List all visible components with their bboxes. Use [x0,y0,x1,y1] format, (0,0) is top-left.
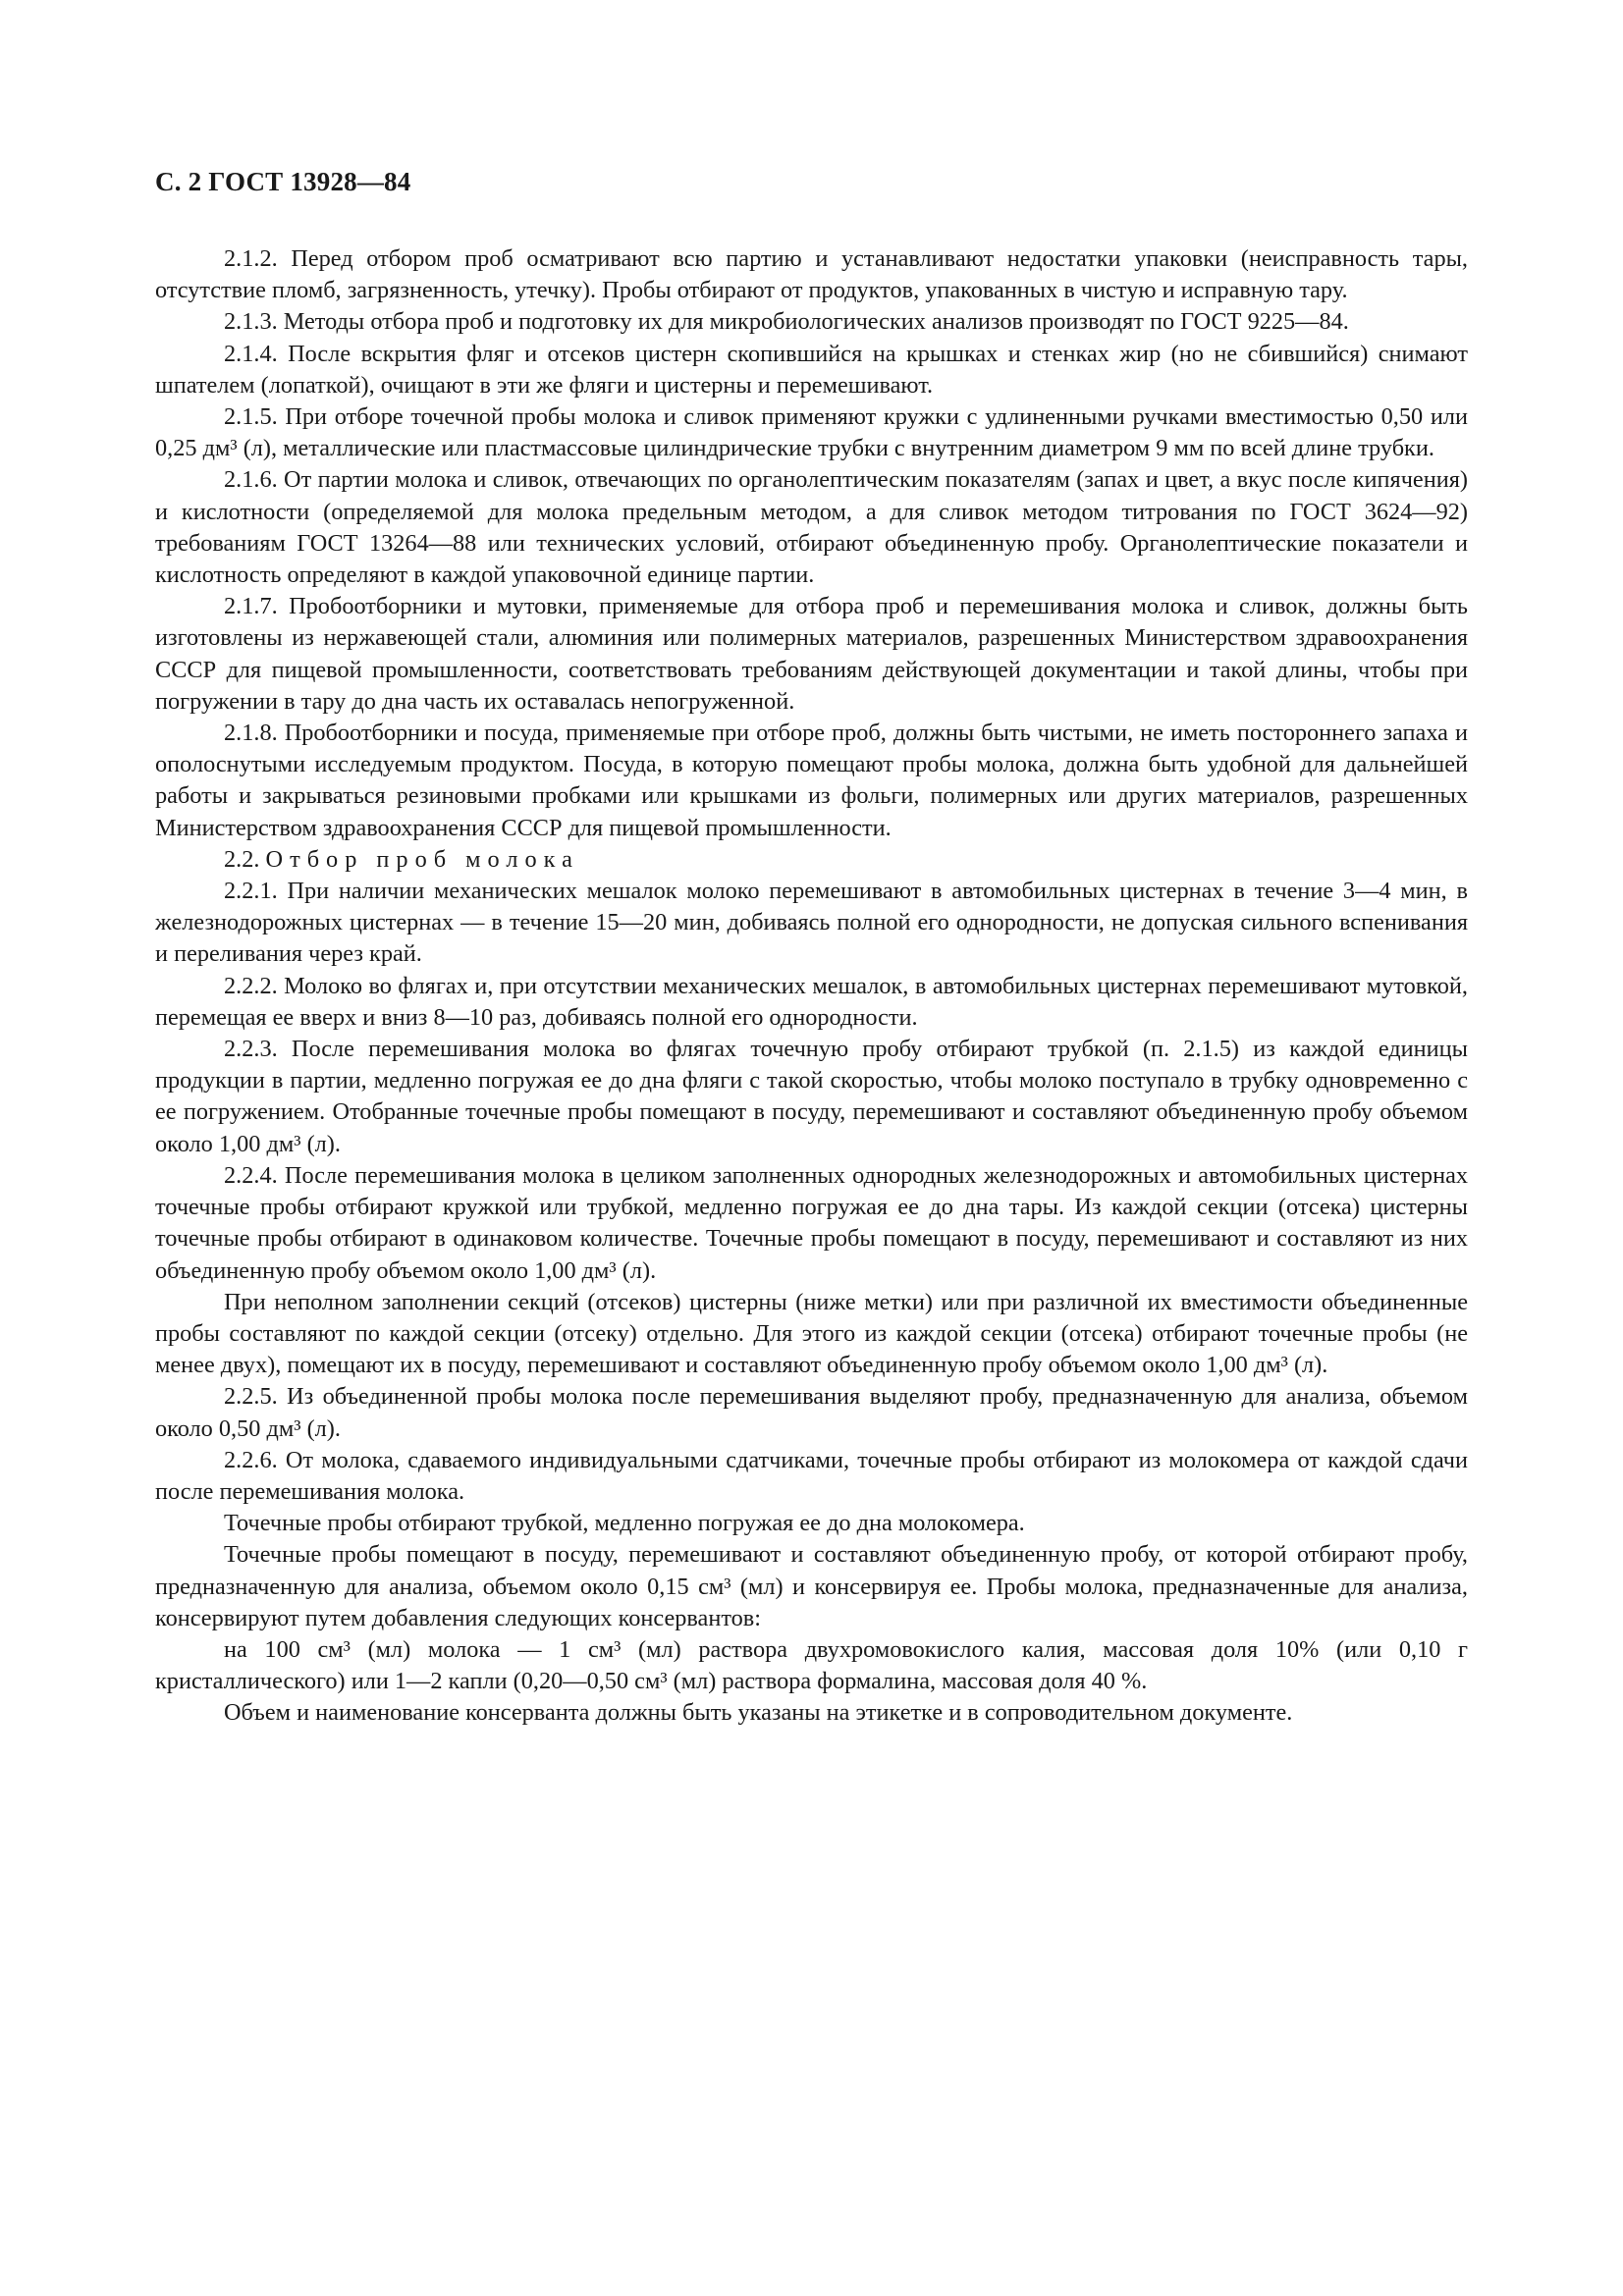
paragraph-2-2-3: 2.2.3. После перемешивания молока во флягах точечную пробу отбирают трубкой (п. 2.1.5) из каждой единицы продукции в партии, медленно погружая ее до дна фляги с такой скоростью, чтобы молоко поступало в трубку одновременно с ее погружением. Отобранные точечные пробы помещают в посуду, перемешивают и составляют объединенную пробу объемом около 1,00 дм³ (л). [155,1036,1468,1157]
document-page [155,165,1468,1730]
section-number: 2.2. [224,845,260,873]
paragraph-2-1-4: 2.1.4. После вскрытия фляг и отсеков цистерн скопившийся на крышках и стенках жир (но не сбившийся) снимают шпателем (лопаткой), очищают в эти же фляги и цистерны и перемешивают. [155,340,1468,399]
paragraph-2-1-5: 2.1.5. При отборе точечной пробы молока и сливок применяют кружки с удлиненными ручками вместимостью 0,50 или 0,25 дм³ (л), металлические или пластмассовые цилиндрические трубки с внутренним диаметром 9 мм по всей длине трубки. [155,403,1468,462]
paragraph-2-1-6: 2.1.6. От партии молока и сливок, отвечающих по органолептическим показателям (запах и цвет, а вкус после кипячения) и кислотности (определяемой для молока предельным методом, а для сливок методом титрования по ГОСТ 3624—92) требованиям ГОСТ 13264—88 или технических условий, отбирают объединенную пробу. Органолептические показатели и кислотность определяют в каждой упаковочной единице партии. [155,466,1468,589]
paragraph-2-1-7: 2.1.7. Пробоотборники и мутовки, применяемые для отбора проб и перемешивания молока и сливок, должны быть изготовлены из нержавеющей стали, алюминия или полимерных материалов, разрешенных Министерством здравоохранения СССР для пищевой промышленности, соответствовать требованиям действующей документации и такой длины, чтобы при погружении в тару до дна часть их оставалась непогруженной. [155,593,1468,715]
section-heading-2-2 [155,844,1468,876]
paragraph-2-1-8: 2.1.8. Пробоотборники и посуда, применяемые при отборе проб, должны быть чистыми, не иметь постороннего запаха и ополоснутыми исследуемым продуктом. Посуда, в которую помещают пробы молока, должна быть удобной для дальнейшей работы и закрываться резиновыми пробками или крышками из фольги, полимерных или других материалов, разрешенных Министерством здравоохранения СССР для пищевой промышленности. [155,720,1468,841]
paragraph-2-2-6: 2.2.6. От молока, сдаваемого индивидуальными сдатчиками, точечные пробы отбирают из молокомера от каждой сдачи после перемешивания молока. [155,1446,1468,1505]
paragraph-2-2-4: 2.2.4. После перемешивания молока в целиком заполненных однородных железнодорожных и автомобильных цистернах точечные пробы отбирают кружкой или трубкой, медленно погружая ее до дна тары. Из каждой секции (отсека) цистерны точечные пробы отбирают в одинаковом количестве. Точечные пробы помещают в посуду, перемешивают и составляют из них объединенную пробу объемом около 1,00 дм³ (л). [155,1161,1468,1284]
section-title: Отбор проб молока [265,845,579,873]
paragraph-2-2-6-labeling: Объем и наименование консерванта должны быть указаны на этикетке и в сопроводительном документе. [224,1699,1293,1727]
paragraph-2-2-6-preservation: Точечные пробы помещают в посуду, перемешивают и составляют объединенную пробу, от которой отбирают пробу, предназначенную для анализа, объемом около 0,15 см³ (мл) и консервируя ее. Пробы молока, предназначенные для анализа, консервируют путем добавления следующих консервантов: [155,1541,1468,1631]
paragraph-2-1-3: 2.1.3. Методы отбора проб и подготовку их для микробиологических анализов производят по ГОСТ 9225—84. [224,308,1349,336]
paragraph-2-2-5: 2.2.5. Из объединенной пробы молока после перемешивания выделяют пробу, предназначенную для анализа, объемом около 0,50 дм³ (л). [155,1383,1468,1442]
paragraph-2-2-2: 2.2.2. Молоко во флягах и, при отсутствии механических мешалок, в автомобильных цистернах перемешивают мутовкой, перемещая ее вверх и вниз 8—10 раз, добиваясь полной его однородности. [155,972,1468,1031]
paragraph-2-2-6-sampling: Точечные пробы отбирают трубкой, медленно погружая ее до дна молокомера. [224,1510,1025,1537]
document-body [155,243,1468,1730]
page-header: С. 2 ГОСТ 13928—84 [155,167,411,196]
paragraph-2-2-1: 2.2.1. При наличии механических мешалок молоко перемешивают в автомобильных цистернах в течение 3—4 мин, в железнодорожных цистернах — в течение 15—20 мин, добиваясь полной его однородности, не допуская сильного вспенивания и переливания через край. [155,878,1468,968]
paragraph-2-1-2: 2.1.2. Перед отбором проб осматривают всю партию и устанавливают недостатки упаковки (неисправность тары, отсутствие пломб, загрязненность, утечку). Пробы отбирают от продуктов, упакованных в чистую и исправную тару. [155,245,1468,304]
paragraph-2-2-6-preservatives: на 100 см³ (мл) молока — 1 см³ (мл) раствора двухромовокислого калия, массовая доля 10% (или 0,10 г кристаллического) или 1—2 капли (0,20—0,50 см³ (мл) раствора формалина, массовая доля 40 %. [155,1635,1468,1695]
paragraph-2-2-4-continued: При неполном заполнении секций (отсеков) цистерны (ниже метки) или при различной их вместимости объединенные пробы составляют по каждой секции (отсеку) отдельно. Для этого из каждой секции (отсека) отбирают точечные пробы (не менее двух), помещают их в посуду, перемешивают и составляют объединенную пробу объемом около 1,00 дм³ (л). [155,1288,1468,1379]
